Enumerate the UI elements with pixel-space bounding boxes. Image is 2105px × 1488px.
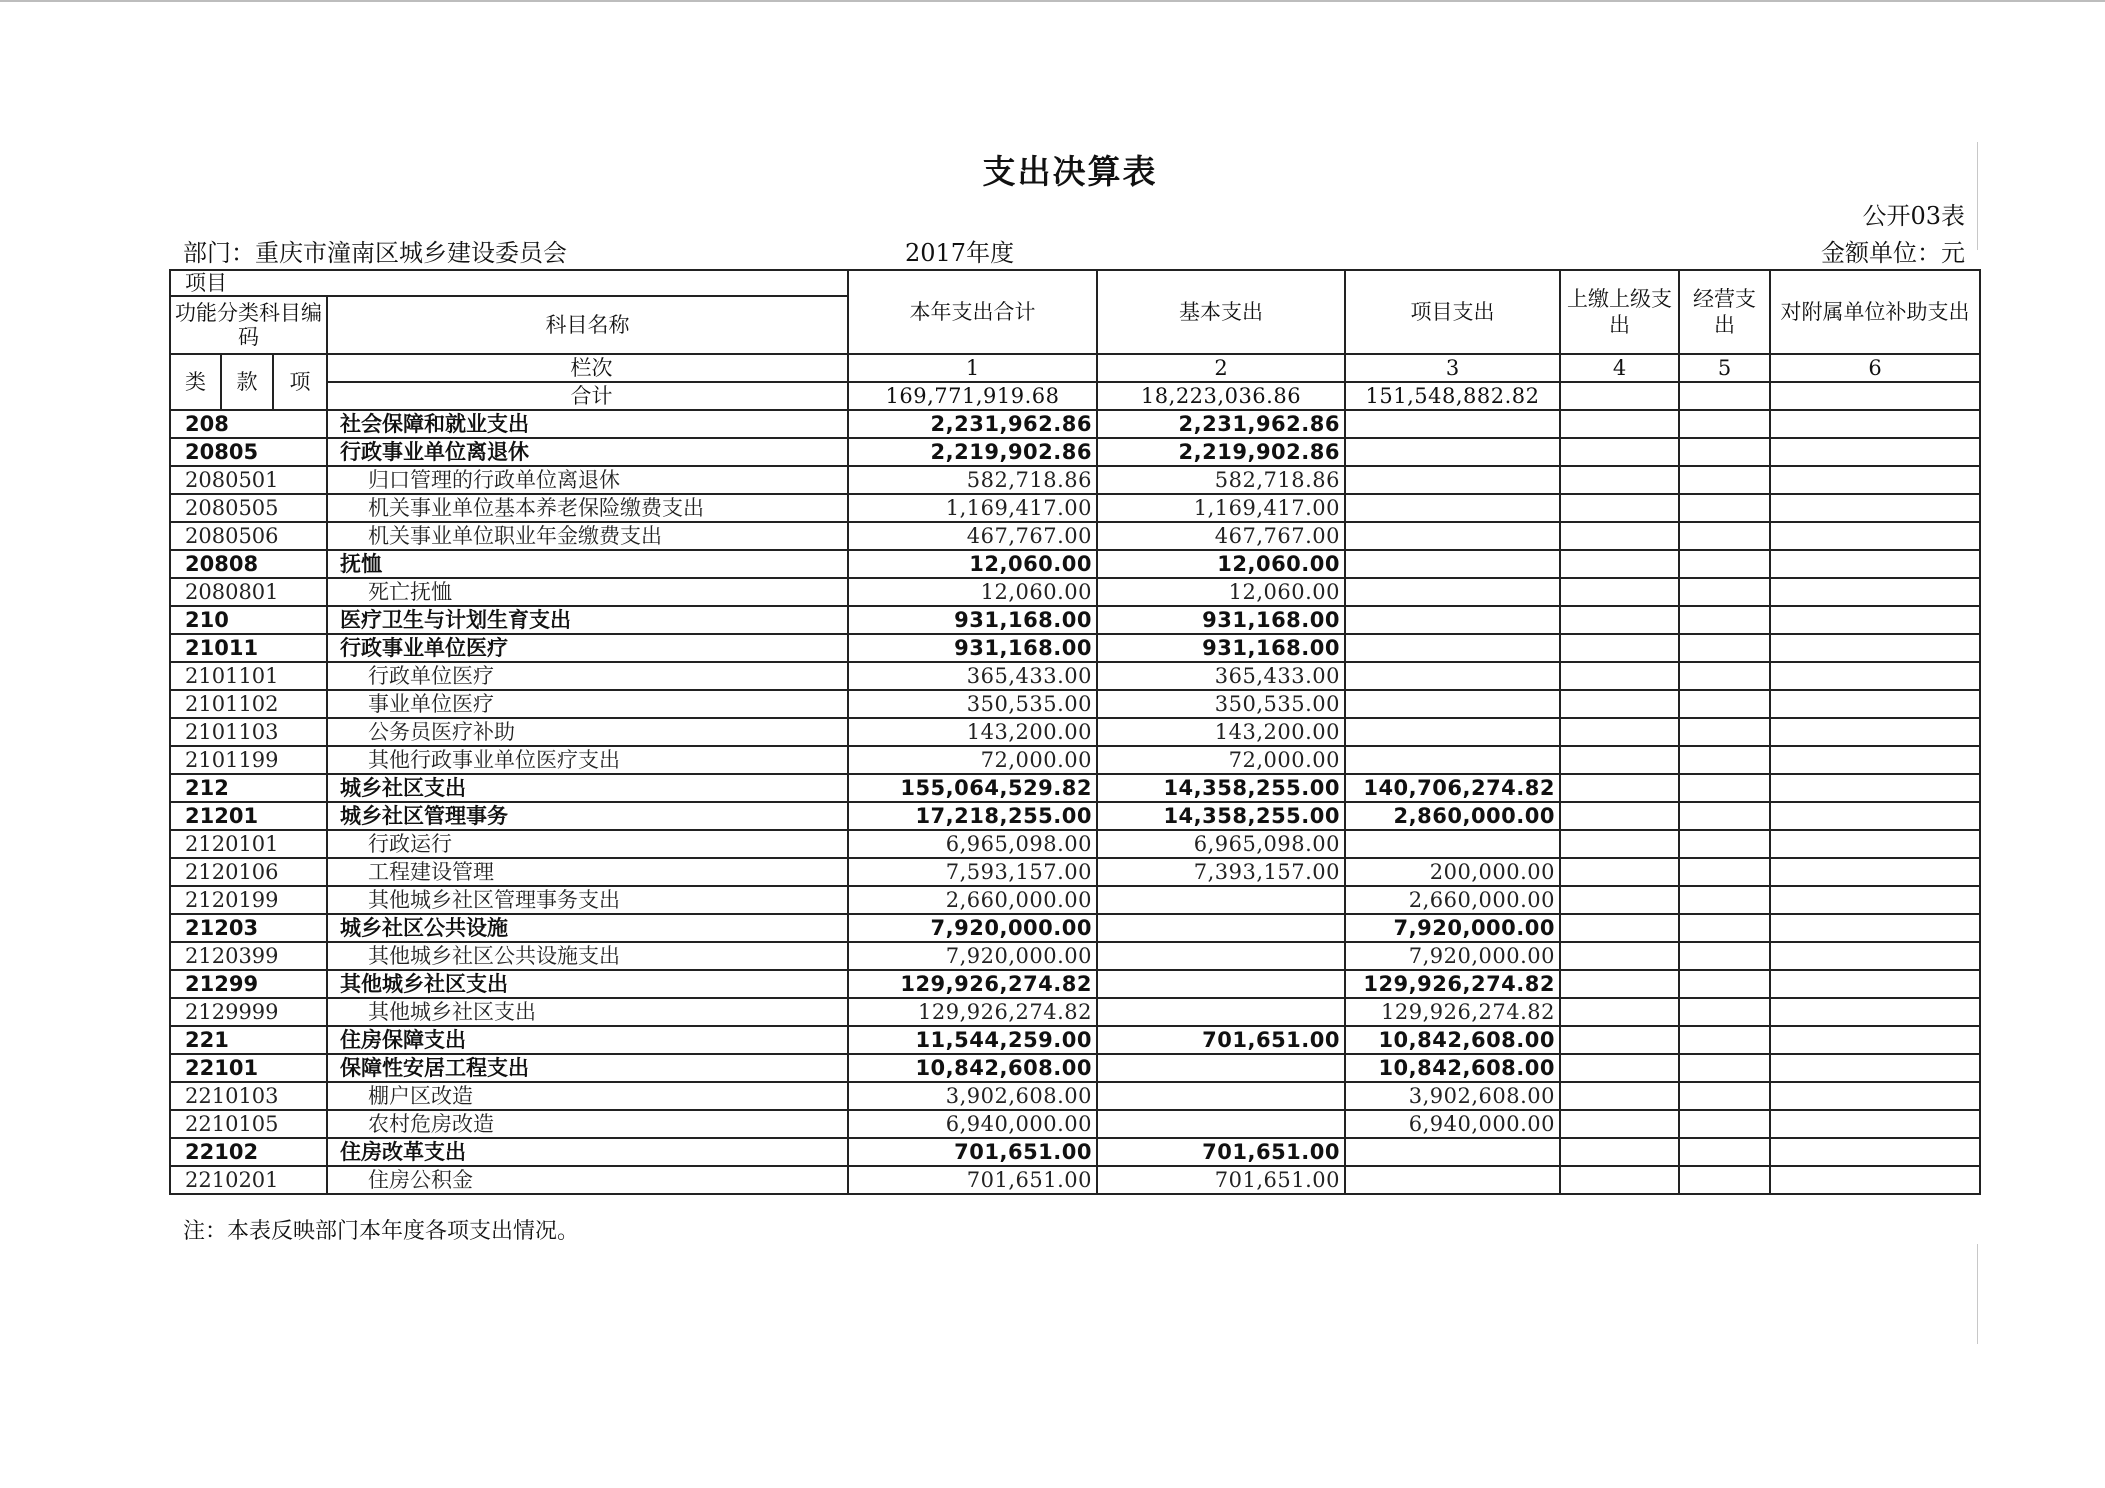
row-project [1345, 634, 1560, 662]
table-row [170, 606, 1980, 634]
row-subject-name: 住房公积金 [327, 1166, 848, 1194]
row-upper [1560, 998, 1679, 1026]
row-upper [1560, 1166, 1679, 1194]
header-index-6: 6 [1770, 354, 1980, 382]
row-basic: 701,651.00 [1097, 1138, 1345, 1166]
row-subject-name: 其他城乡社区公共设施支出 [327, 942, 848, 970]
row-subject-name: 医疗卫生与计划生育支出 [327, 606, 848, 634]
row-subsidy [1770, 494, 1980, 522]
row-total: 7,593,157.00 [848, 858, 1097, 886]
row-project [1345, 550, 1560, 578]
top-border-line [0, 0, 2105, 2]
row-subsidy [1770, 438, 1980, 466]
row-subject-name: 城乡社区管理事务 [327, 802, 848, 830]
row-subsidy [1770, 942, 1980, 970]
row-basic: 143,200.00 [1097, 718, 1345, 746]
row-basic: 931,168.00 [1097, 606, 1345, 634]
row-subject-name: 棚户区改造 [327, 1082, 848, 1110]
row-business [1679, 578, 1770, 606]
amount-unit: 金额单位：元 [1821, 239, 1965, 267]
row-total: 72,000.00 [848, 746, 1097, 774]
row-subject-name: 死亡抚恤 [327, 578, 848, 606]
row-subsidy [1770, 634, 1980, 662]
table-row [170, 1054, 1980, 1082]
row-subsidy [1770, 1082, 1980, 1110]
header-index-5: 5 [1679, 354, 1770, 382]
row-basic: 582,718.86 [1097, 466, 1345, 494]
row-code: 21201 [170, 802, 327, 830]
row-business [1679, 914, 1770, 942]
row-subject-name: 归口管理的行政单位离退休 [327, 466, 848, 494]
row-total: 129,926,274.82 [848, 998, 1097, 1026]
row-business [1679, 746, 1770, 774]
row-basic: 1,169,417.00 [1097, 494, 1345, 522]
row-total: 143,200.00 [848, 718, 1097, 746]
row-total: 3,902,608.00 [848, 1082, 1097, 1110]
row-total: 2,660,000.00 [848, 886, 1097, 914]
row-project [1345, 494, 1560, 522]
header-subsidy: 对附属单位补助支出 [1770, 270, 1980, 354]
header-basic: 基本支出 [1097, 270, 1345, 354]
header-xiang: 项 [273, 354, 327, 410]
row-total: 7,920,000.00 [848, 914, 1097, 942]
row-project [1345, 438, 1560, 466]
row-code: 2080501 [170, 466, 327, 494]
row-subsidy [1770, 858, 1980, 886]
row-business [1679, 1054, 1770, 1082]
row-project [1345, 410, 1560, 438]
row-total: 365,433.00 [848, 662, 1097, 690]
row-subsidy [1770, 914, 1980, 942]
header-subject-name: 科目名称 [327, 296, 848, 354]
total-upper [1560, 382, 1679, 410]
row-business [1679, 830, 1770, 858]
table-row [170, 774, 1980, 802]
row-total: 2,219,902.86 [848, 438, 1097, 466]
row-upper [1560, 830, 1679, 858]
row-subject-name: 行政运行 [327, 830, 848, 858]
row-code: 2120199 [170, 886, 327, 914]
row-business [1679, 662, 1770, 690]
row-code: 212 [170, 774, 327, 802]
row-subject-name: 行政事业单位离退休 [327, 438, 848, 466]
row-subject-name: 住房保障支出 [327, 1026, 848, 1054]
row-upper [1560, 774, 1679, 802]
row-code: 21299 [170, 970, 327, 998]
row-upper [1560, 914, 1679, 942]
table-row [170, 494, 1980, 522]
row-business [1679, 1110, 1770, 1138]
row-project: 200,000.00 [1345, 858, 1560, 886]
row-basic [1097, 1110, 1345, 1138]
row-basic: 2,219,902.86 [1097, 438, 1345, 466]
row-basic: 14,358,255.00 [1097, 802, 1345, 830]
table-row [170, 1138, 1980, 1166]
row-code: 221 [170, 1026, 327, 1054]
row-subject-name: 事业单位医疗 [327, 690, 848, 718]
row-subsidy [1770, 774, 1980, 802]
row-project [1345, 746, 1560, 774]
row-upper [1560, 1110, 1679, 1138]
row-subsidy [1770, 410, 1980, 438]
row-project [1345, 830, 1560, 858]
table-row [170, 914, 1980, 942]
table-row [170, 438, 1980, 466]
table-row [170, 1082, 1980, 1110]
row-basic: 365,433.00 [1097, 662, 1345, 690]
row-project: 10,842,608.00 [1345, 1026, 1560, 1054]
row-subsidy [1770, 466, 1980, 494]
row-total: 350,535.00 [848, 690, 1097, 718]
row-code: 21011 [170, 634, 327, 662]
table-row [170, 830, 1980, 858]
header-project-expense: 项目支出 [1345, 270, 1560, 354]
row-project [1345, 718, 1560, 746]
row-basic: 931,168.00 [1097, 634, 1345, 662]
row-subsidy [1770, 1138, 1980, 1166]
row-total: 6,940,000.00 [848, 1110, 1097, 1138]
row-total: 931,168.00 [848, 634, 1097, 662]
header-kuan: 款 [221, 354, 273, 410]
row-code: 2080506 [170, 522, 327, 550]
row-code: 210 [170, 606, 327, 634]
row-business [1679, 466, 1770, 494]
row-subsidy [1770, 1054, 1980, 1082]
row-subject-name: 行政事业单位医疗 [327, 634, 848, 662]
row-upper [1560, 1082, 1679, 1110]
row-business [1679, 718, 1770, 746]
row-subject-name: 农村危房改造 [327, 1110, 848, 1138]
row-subsidy [1770, 830, 1980, 858]
row-upper [1560, 886, 1679, 914]
row-upper [1560, 690, 1679, 718]
row-code: 22102 [170, 1138, 327, 1166]
expenditure-table [169, 269, 1981, 1195]
row-total: 7,920,000.00 [848, 942, 1097, 970]
row-business [1679, 690, 1770, 718]
header-business: 经营支出 [1679, 270, 1770, 354]
row-business [1679, 858, 1770, 886]
row-basic [1097, 970, 1345, 998]
row-project [1345, 1138, 1560, 1166]
row-code: 21203 [170, 914, 327, 942]
row-upper [1560, 662, 1679, 690]
table-row [170, 746, 1980, 774]
row-subsidy [1770, 802, 1980, 830]
row-total: 10,842,608.00 [848, 1054, 1097, 1082]
table-row [170, 690, 1980, 718]
row-code: 2101101 [170, 662, 327, 690]
form-code: 公开03表 [1862, 202, 1965, 230]
row-project: 140,706,274.82 [1345, 774, 1560, 802]
row-total: 12,060.00 [848, 578, 1097, 606]
row-total: 701,651.00 [848, 1138, 1097, 1166]
row-code: 2120101 [170, 830, 327, 858]
row-code: 22101 [170, 1054, 327, 1082]
row-business [1679, 522, 1770, 550]
row-project: 7,920,000.00 [1345, 942, 1560, 970]
row-basic [1097, 914, 1345, 942]
row-code: 208 [170, 410, 327, 438]
row-subject-name: 其他城乡社区管理事务支出 [327, 886, 848, 914]
row-basic [1097, 886, 1345, 914]
row-subject-name: 保障性安居工程支出 [327, 1054, 848, 1082]
row-subsidy [1770, 718, 1980, 746]
row-project [1345, 662, 1560, 690]
table-row [170, 942, 1980, 970]
row-basic: 701,651.00 [1097, 1166, 1345, 1194]
row-code: 2210103 [170, 1082, 327, 1110]
header-index-3: 3 [1345, 354, 1560, 382]
row-basic: 467,767.00 [1097, 522, 1345, 550]
row-subject-name: 其他城乡社区支出 [327, 970, 848, 998]
row-subject-name: 城乡社区支出 [327, 774, 848, 802]
page-title: 支出决算表 [982, 152, 1158, 191]
row-basic: 12,060.00 [1097, 578, 1345, 606]
row-project: 2,660,000.00 [1345, 886, 1560, 914]
table-row [170, 1026, 1980, 1054]
row-project [1345, 466, 1560, 494]
row-basic: 2,231,962.86 [1097, 410, 1345, 438]
row-subject-name: 住房改革支出 [327, 1138, 848, 1166]
row-subsidy [1770, 550, 1980, 578]
row-project: 2,860,000.00 [1345, 802, 1560, 830]
row-total: 11,544,259.00 [848, 1026, 1097, 1054]
row-project [1345, 1166, 1560, 1194]
row-total: 467,767.00 [848, 522, 1097, 550]
total-business [1679, 382, 1770, 410]
row-subsidy [1770, 746, 1980, 774]
row-upper [1560, 1138, 1679, 1166]
row-subsidy [1770, 970, 1980, 998]
header-lei: 类 [170, 354, 221, 410]
row-business [1679, 886, 1770, 914]
row-upper [1560, 550, 1679, 578]
row-upper [1560, 438, 1679, 466]
row-code: 2210105 [170, 1110, 327, 1138]
table-row [170, 802, 1980, 830]
row-upper [1560, 858, 1679, 886]
table-row [170, 970, 1980, 998]
row-business [1679, 550, 1770, 578]
row-business [1679, 970, 1770, 998]
table-row [170, 634, 1980, 662]
row-project [1345, 690, 1560, 718]
row-upper [1560, 802, 1679, 830]
row-subsidy [1770, 1166, 1980, 1194]
row-project: 129,926,274.82 [1345, 970, 1560, 998]
row-subsidy [1770, 1026, 1980, 1054]
row-subsidy [1770, 662, 1980, 690]
header-index-1: 1 [848, 354, 1097, 382]
total-project: 151,548,882.82 [1345, 382, 1560, 410]
row-project [1345, 606, 1560, 634]
row-subsidy [1770, 998, 1980, 1026]
table-note: 注：本表反映部门本年度各项支出情况。 [183, 1219, 580, 1244]
row-business [1679, 998, 1770, 1026]
row-upper [1560, 970, 1679, 998]
row-business [1679, 1138, 1770, 1166]
row-code: 20805 [170, 438, 327, 466]
department-label: 部门：重庆市潼南区城乡建设委员会 [183, 239, 567, 267]
row-basic [1097, 1054, 1345, 1082]
row-code: 2120399 [170, 942, 327, 970]
table-row [170, 718, 1980, 746]
row-upper [1560, 942, 1679, 970]
row-subject-name: 工程建设管理 [327, 858, 848, 886]
row-upper [1560, 1026, 1679, 1054]
row-total: 701,651.00 [848, 1166, 1097, 1194]
row-code: 20808 [170, 550, 327, 578]
row-upper [1560, 466, 1679, 494]
row-basic [1097, 998, 1345, 1026]
row-business [1679, 1082, 1770, 1110]
row-code: 2101102 [170, 690, 327, 718]
row-basic: 72,000.00 [1097, 746, 1345, 774]
row-subject-name: 公务员医疗补助 [327, 718, 848, 746]
row-upper [1560, 522, 1679, 550]
row-subject-name: 城乡社区公共设施 [327, 914, 848, 942]
row-total: 12,060.00 [848, 550, 1097, 578]
total-label: 合计 [327, 382, 848, 410]
table-row [170, 998, 1980, 1026]
row-subject-name: 社会保障和就业支出 [327, 410, 848, 438]
row-subsidy [1770, 886, 1980, 914]
row-total: 17,218,255.00 [848, 802, 1097, 830]
row-project: 6,940,000.00 [1345, 1110, 1560, 1138]
row-subsidy [1770, 690, 1980, 718]
row-subject-name: 其他城乡社区支出 [327, 998, 848, 1026]
row-business [1679, 438, 1770, 466]
header-lanci: 栏次 [327, 354, 848, 382]
row-subsidy [1770, 578, 1980, 606]
row-upper [1560, 606, 1679, 634]
row-project [1345, 522, 1560, 550]
row-code: 2101199 [170, 746, 327, 774]
row-total: 1,169,417.00 [848, 494, 1097, 522]
header-upper: 上缴上级支出 [1560, 270, 1679, 354]
row-total: 129,926,274.82 [848, 970, 1097, 998]
table-row [170, 466, 1980, 494]
header-index-2: 2 [1097, 354, 1345, 382]
total-subsidy [1770, 382, 1980, 410]
row-business [1679, 494, 1770, 522]
row-subsidy [1770, 522, 1980, 550]
row-total: 931,168.00 [848, 606, 1097, 634]
table-row [170, 550, 1980, 578]
row-total: 2,231,962.86 [848, 410, 1097, 438]
row-business [1679, 634, 1770, 662]
row-project [1345, 578, 1560, 606]
row-basic [1097, 1082, 1345, 1110]
row-upper [1560, 494, 1679, 522]
header-func-code: 功能分类科目编码 [170, 296, 327, 354]
row-business [1679, 942, 1770, 970]
row-basic: 7,393,157.00 [1097, 858, 1345, 886]
row-subsidy [1770, 606, 1980, 634]
header-index-4: 4 [1560, 354, 1679, 382]
row-code: 2210201 [170, 1166, 327, 1194]
table-row [170, 858, 1980, 886]
row-business [1679, 802, 1770, 830]
row-business [1679, 410, 1770, 438]
row-total: 6,965,098.00 [848, 830, 1097, 858]
row-total: 155,064,529.82 [848, 774, 1097, 802]
table-row [170, 662, 1980, 690]
table-row [170, 578, 1980, 606]
row-code: 2101103 [170, 718, 327, 746]
row-basic: 6,965,098.00 [1097, 830, 1345, 858]
row-total: 582,718.86 [848, 466, 1097, 494]
row-project: 3,902,608.00 [1345, 1082, 1560, 1110]
row-business [1679, 1166, 1770, 1194]
row-subject-name: 其他行政事业单位医疗支出 [327, 746, 848, 774]
row-code: 2129999 [170, 998, 327, 1026]
row-project: 7,920,000.00 [1345, 914, 1560, 942]
header-total: 本年支出合计 [848, 270, 1097, 354]
row-subject-name: 机关事业单位职业年金缴费支出 [327, 522, 848, 550]
total-basic: 18,223,036.86 [1097, 382, 1345, 410]
row-upper [1560, 746, 1679, 774]
table-body [170, 410, 1980, 1194]
row-subject-name: 行政单位医疗 [327, 662, 848, 690]
row-code: 2080801 [170, 578, 327, 606]
row-upper [1560, 410, 1679, 438]
row-business [1679, 1026, 1770, 1054]
side-margin-line [1977, 1244, 1978, 1344]
fiscal-year: 2017年度 [905, 239, 1015, 267]
row-upper [1560, 718, 1679, 746]
header-project: 项目 [170, 270, 848, 296]
row-upper [1560, 1054, 1679, 1082]
total-all: 169,771,919.68 [848, 382, 1097, 410]
row-upper [1560, 578, 1679, 606]
row-basic: 12,060.00 [1097, 550, 1345, 578]
table-row [170, 410, 1980, 438]
row-basic: 701,651.00 [1097, 1026, 1345, 1054]
table-row [170, 886, 1980, 914]
row-upper [1560, 634, 1679, 662]
table-row [170, 522, 1980, 550]
row-basic [1097, 942, 1345, 970]
row-code: 2120106 [170, 858, 327, 886]
row-subsidy [1770, 1110, 1980, 1138]
row-project: 129,926,274.82 [1345, 998, 1560, 1026]
row-project: 10,842,608.00 [1345, 1054, 1560, 1082]
table-header [170, 270, 1980, 410]
row-subject-name: 机关事业单位基本养老保险缴费支出 [327, 494, 848, 522]
table-row [170, 1110, 1980, 1138]
row-code: 2080505 [170, 494, 327, 522]
row-business [1679, 774, 1770, 802]
table-row [170, 1166, 1980, 1194]
total-row [170, 382, 1980, 410]
row-basic: 14,358,255.00 [1097, 774, 1345, 802]
row-subject-name: 抚恤 [327, 550, 848, 578]
row-business [1679, 606, 1770, 634]
row-basic: 350,535.00 [1097, 690, 1345, 718]
